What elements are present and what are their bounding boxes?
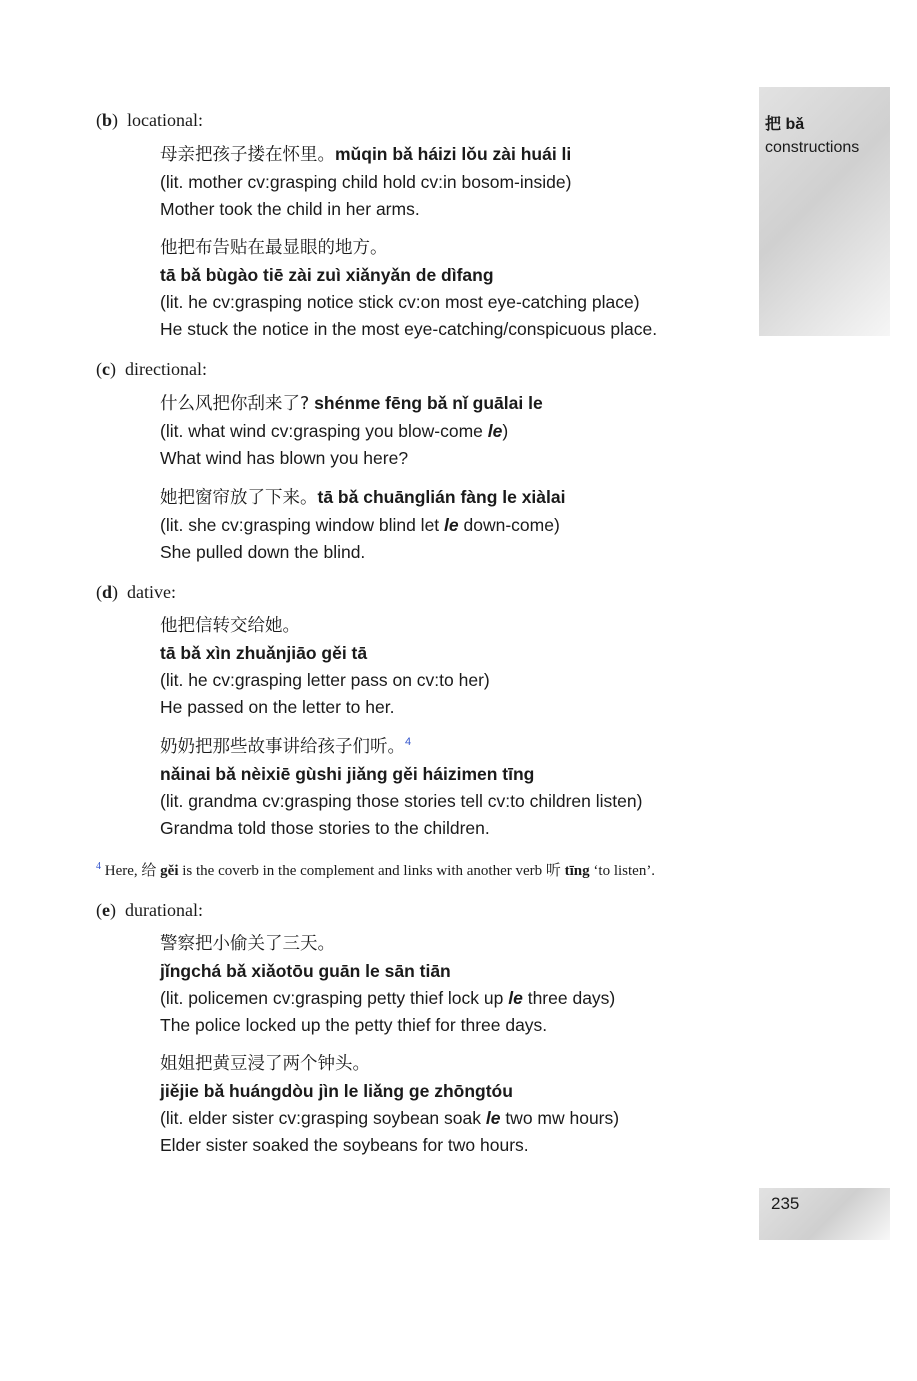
section-label: directional: [125, 359, 207, 379]
section-durational [96, 898, 736, 1159]
pinyin-text: tā bǎ bùgào tiē zài zuì xiǎnyǎn de dìfang [160, 265, 494, 285]
translation: She pulled down the blind. [160, 542, 366, 562]
le-particle: le [485, 1108, 501, 1128]
pinyin-text: jiějie bǎ huángdòu jìn le liǎng ge zhōngtóu [160, 1081, 513, 1101]
section-letter: e [102, 900, 110, 920]
chapter-tab-title: 把 bǎ [765, 116, 805, 133]
section-dative [96, 580, 736, 842]
section-letter: c [102, 359, 110, 379]
le-particle: le [444, 515, 459, 535]
pinyin-text: mǔqin bǎ háizi lǒu zài huái li [335, 144, 572, 164]
section-heading: (d) dative: [96, 582, 176, 602]
section-directional [96, 357, 736, 566]
chinese-text: 姐姐把黄豆浸了两个钟头。 [160, 1054, 370, 1074]
le-particle: le [508, 988, 523, 1008]
chinese-text: 他把布告贴在最显眼的地方。 [160, 238, 388, 258]
pinyin-text: jǐngchá bǎ xiǎotōu guān le sān tiān [160, 961, 451, 981]
literal-gloss: (lit. he cv:grasping notice stick cv:on most eye-catching place) [160, 292, 640, 312]
literal-gloss: (lit. he cv:grasping letter pass on cv:to her) [160, 670, 490, 690]
pinyin-text: tā bǎ chuānglián fàng le xiàlai [317, 487, 566, 507]
translation: He stuck the notice in the most eye-catching/conspicuous place. [160, 319, 658, 339]
main-content [96, 108, 736, 1173]
translation: The police locked up the petty thief for three days. [160, 1015, 548, 1035]
literal-gloss: (lit. policemen cv:grasping petty thief lock up le three days) [160, 988, 616, 1008]
footnote-number: 4 [96, 861, 101, 872]
pinyin-text: nǎinai bǎ nèixiē gùshi jiǎng gěi háizimen tīng [160, 764, 535, 784]
page-number: 235 [771, 1194, 800, 1213]
translation: Elder sister soaked the soybeans for two hours. [160, 1135, 529, 1155]
section-heading: (c) directional: [96, 359, 207, 379]
example [160, 613, 736, 721]
pinyin-text: shénme fēng bǎ nǐ guālai le [314, 393, 543, 413]
translation: Grandma told those stories to the children. [160, 818, 490, 838]
chinese-text: 她把窗帘放了下来。 [160, 488, 318, 508]
page-number-tab [759, 1188, 890, 1240]
section-letter: b [102, 110, 113, 130]
chapter-tab [759, 87, 890, 336]
section-heading: (e) durational: [96, 900, 203, 920]
chinese-text: 奶奶把那些故事讲给孩子们听。 [160, 737, 405, 757]
literal-gloss: (lit. elder sister cv:grasping soybean soak le two mw hours) [160, 1108, 620, 1128]
example [160, 484, 736, 566]
footnote-ref[interactable]: 4 [405, 736, 412, 749]
literal-gloss: (lit. mother cv:grasping child hold cv:in bosom-inside) [160, 172, 572, 192]
example [160, 141, 736, 223]
chinese-text: 警察把小偷关了三天。 [160, 934, 335, 954]
section-letter: d [102, 582, 113, 602]
example [160, 1051, 736, 1159]
literal-gloss: (lit. what wind cv:grasping you blow-come le) [160, 421, 509, 441]
le-particle: le [487, 421, 503, 441]
pinyin-text: tā bǎ xìn zhuǎnjiāo gěi tā [160, 643, 368, 663]
literal-gloss: (lit. she cv:grasping window blind let le down-come) [160, 515, 560, 535]
chinese-text: 他把信转交给她。 [160, 616, 300, 636]
section-label: locational: [127, 110, 203, 130]
footnote: $^4$ Here, 给 gěi is the coverb in the complement and links with another verb 听 tīng ‘to listen’. [96, 861, 656, 879]
literal-gloss: (lit. grandma cv:grasping those stories tell cv:to children listen) [160, 791, 643, 811]
chinese-text: 母亲把孩子搂在怀里。 [160, 145, 335, 165]
section-heading: (b) locational: [96, 110, 203, 130]
example [160, 235, 736, 343]
translation: He passed on the letter to her. [160, 697, 395, 717]
translation: What wind has blown you here? [160, 448, 409, 468]
example [160, 390, 736, 472]
example [160, 733, 736, 842]
section-label: dative: [127, 582, 176, 602]
chinese-text: 什么风把你刮来了? [160, 394, 310, 414]
example [160, 931, 736, 1039]
section-label: durational: [125, 900, 203, 920]
translation: Mother took the child in her arms. [160, 199, 420, 219]
section-locational [96, 108, 736, 343]
chapter-tab-subtitle: constructions [765, 139, 860, 156]
